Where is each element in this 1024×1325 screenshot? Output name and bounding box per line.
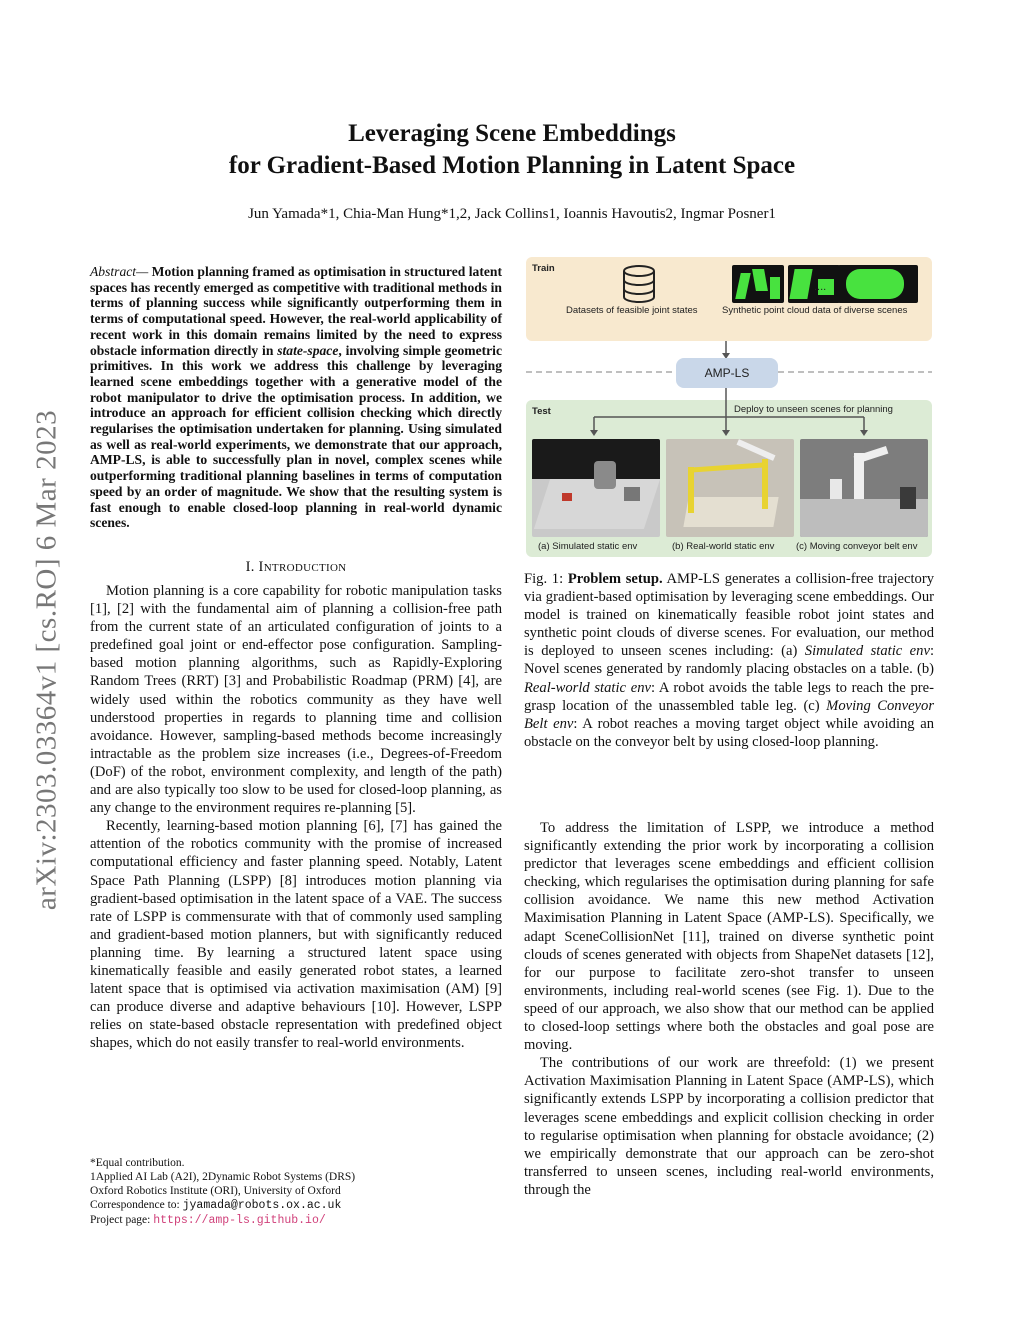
pointcloud-caption: Synthetic point cloud data of diverse scenes (722, 305, 908, 316)
point-cloud-thumbnail-1 (732, 265, 784, 303)
dataset-caption: Datasets of feasible joint states (566, 305, 698, 316)
train-label: Train (532, 263, 555, 274)
right-body (524, 819, 934, 1199)
photo-real-world-static-env (666, 439, 794, 537)
title-line-1: Leveraging Scene Embeddings (348, 120, 676, 147)
photo-moving-conveyor-belt-env (800, 439, 928, 537)
deploy-label: Deploy to unseen scenes for planning (734, 404, 893, 415)
section-heading-introduction: I. INTRODUCTION (245, 559, 347, 575)
subfigure-c-label: (c) Moving conveyor belt env (796, 541, 918, 552)
deploy-arrows (526, 400, 932, 440)
abstract: Abstract— Motion planning framed as optimisation in structured latent spaces has recently emerged as competitive with traditional methods in terms of planning success while significantly outperforming them in terms of computational speed. However, the real-world applicability of recent work in this domain remains limited by the need to express obstacle information directly in state-space, involving simple geometric primitives. In this work we address this challenge by leveraging learned scene embeddings together with a generative model of the robot manipulator to drive the optimisation process. In addition, we introduce an approach for efficient collision checking which directly regularises the optimisation undertaken for planning. Using simulated as well as real-world experiments, we demonstrate that our approach, AMP-LS, is able to successfully plan in novel, complex scenes while outperforming traditional planning baselines in terms of computation speed by an order of magnitude. We show that the resulting system is fast enough to enable closed-loop planning in real-world dynamic scenes. (90, 264, 502, 531)
ellipsis: .... (814, 281, 827, 293)
abstract-label: Abstract— (90, 264, 149, 279)
subfigure-a-label: (a) Simulated static env (538, 541, 638, 552)
right-paragraph-2: The contributions of our work are threefold: (1) we present Activation Maximisation Planning in Latent Space (AMP-LS), which significantly extends LSPP by incorporating a collision predictor that leverages scene embeddings and explicit collision checking in order to regularise optimisation when planning for obstacle avoidance; (2) we empirically demonstrate that our approach can be zero-shot transferred to unseen scenes, including real-world environments, through the (524, 1055, 934, 1198)
intro-paragraph-1: Motion planning is a core capability for robotic manipulation tasks [1], [2] with the fundamental aim of planning a collision-free path from the current state of an articulated configuration of joints to a predefined goal joint or end-effector pose configuration. Sampling-based motion planning algorithms, such as Rapidly-Exploring Random Trees (RRT) [3] and Probabilistic Roadmap (PRM) [4], are widely used within the robotics community as they have well understood properties in regards to planning time and collision avoidance. However, sampling-based methods become increasingly intractable as the problem size increases (i.e., Degrees-of-Freedom (DoF) of the robot, environment complexity, and length of the path) and are also typically too slow to be used for closed-loop planning, as any change to the environment requires re-planning [5]. (90, 583, 502, 817)
point-cloud-thumbnail-3 (838, 265, 918, 303)
author-list: Jun Yamada*1, Chia-Man Hung*1,2, Jack Collins1, Ioannis Havoutis2, Ingmar Posner1 (248, 206, 776, 222)
figure-1 (526, 257, 932, 557)
project-page-link[interactable]: https://amp-ls.github.io/ (153, 1214, 326, 1227)
correspondence-email[interactable]: jyamada@robots.ox.ac.uk (182, 1199, 342, 1212)
model-label: AMP-LS (704, 366, 750, 380)
arxiv-stamp (22, 360, 72, 960)
figure-caption: Fig. 1: Problem setup. AMP-LS generates a collision-free trajectory via gradient-based optimisation by leveraging scene embeddings. Our model is trained on kinematically feasible robot joint states and synthetic point clouds of diverse scenes. For evaluation, our method is deployed to unseen scenes including: (a) Simulated static env: Novel scenes generated by randomly placing obstacles on a table. (b) Real-world static env: A robot avoids the table legs to reach the pre-grasp location of the unassembled table leg. (c) Moving Conveyor Belt env: A robot reaches a moving target object while avoiding an obstacle on the conveyor belt by using closed-loop planning. (524, 571, 935, 750)
test-label: Test (532, 406, 551, 417)
database-icon (622, 265, 656, 303)
intro-paragraph-2: Recently, learning-based motion planning [6], [7] has gained the attention of the robotics community with the promise of increased computational efficiency and faster planning speed. Notably, Latent Space Path Planning (LSPP) [8] introduces motion planning via gradient-based optimisation in the latent space of a VAE. The success rate of LSPP is commensurate with that of commonly used sampling and gradient-based motion planners, but with significantly reduced planning time. By learning a structured latent space using kinematically feasible and easily generated robot states, a learned latent space that is optimised via activation maximisation (AM) [9] can produce diverse and adaptive behaviours [10]. However, LSPP relies on state-based obstacle representation with predefined object shapes, which do not easily transfer to real-world environments. (90, 818, 502, 1052)
subfigure-b-label: (b) Real-world static env (672, 541, 775, 552)
arxiv-id: arXiv:2303.03364v1 [cs.RO] 6 Mar 2023 (30, 409, 63, 911)
title-line-2: for Gradient-Based Motion Planning in Latent Space (228, 152, 796, 179)
photo-simulated-static-env (532, 439, 660, 537)
right-paragraph-1: To address the limitation of LSPP, we introduce a method significantly extending the prior work by incorporating a collision predictor that leverages scene embeddings and efficient collision checking, which regularises the optimisation during planning for safe collision avoidance. We name this new method Activation Maximisation Planning in Latent Space (AMP-LS). Specifically, we adapt SceneCollisionNet [11], trained on diverse synthetic point clouds of scenes generated with objects from ShapeNet datasets [12], for our purpose to facilitate zero-shot transfer to unseen environments, including real-world scenes (see Fig. 1). Due to the speed of our approach, we also show that our method can be applied to closed-loop settings where both the obstacles and goal pose are moving. (524, 820, 934, 1054)
footnotes: *Equal contribution. 1Applied AI Lab (A2I), 2Dynamic Robot Systems (DRS) Oxford Robotics Institute (ORI), University of Oxford Correspondence to: jyamada@robots.ox.ac.uk Project page: https://amp-ls.github.io/ (90, 1157, 356, 1227)
intro-body (90, 582, 502, 1052)
paper-title (0, 118, 1024, 182)
